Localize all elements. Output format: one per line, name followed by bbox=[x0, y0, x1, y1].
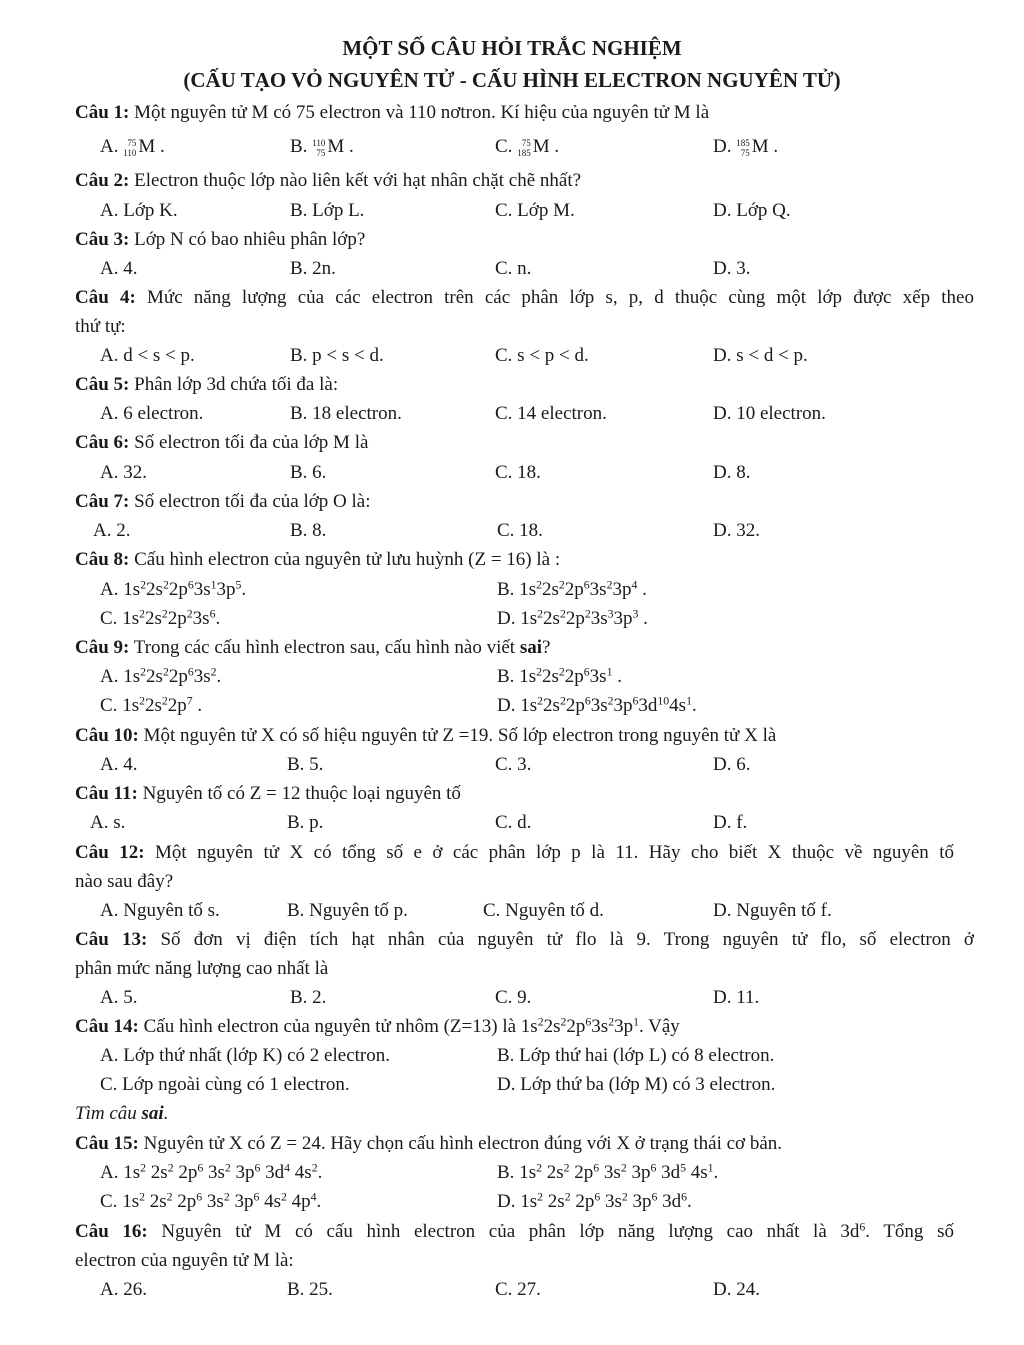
q8-option-a: A. $1s^22s^22p^63s^13p^5$. bbox=[100, 578, 247, 600]
q12-option-a: A. Nguyên tố s. bbox=[100, 900, 220, 921]
q7-option-d: D. 32. bbox=[713, 520, 760, 541]
q6-option-b: B. 6. bbox=[290, 462, 327, 483]
q3-option-a: A. 4. bbox=[100, 258, 138, 279]
question-1 bbox=[75, 102, 974, 125]
q10-option-c: C. 3. bbox=[495, 754, 532, 775]
question-11: Câu 11: Nguyên tố có Z = 12 thuộc loại nguyên tố bbox=[75, 783, 461, 804]
question-12: Câu 12: Một nguyên tử X có tổng số e ở các phân lớp p là 11. Hãy cho biết X thuộc về nguyên tố bbox=[75, 842, 954, 863]
q1-option-a: A. 75 110 M . bbox=[100, 136, 165, 158]
q14-option-c: C. Lớp ngoài cùng có 1 electron. bbox=[100, 1074, 350, 1095]
q9-option-a: A. $1s^22s^22p^63s^2$. bbox=[100, 665, 222, 687]
q10-option-b: B. 5. bbox=[287, 754, 324, 775]
question-4-cont: thứ tự: bbox=[75, 316, 126, 337]
question-16-cont: electron của nguyên tử M là: bbox=[75, 1250, 294, 1271]
q11-option-c: C. d. bbox=[495, 812, 532, 833]
question-4: Câu 4: Mức năng lượng của các electron trên các phân lớp s, p, d thuộc cùng một lớp được xếp theo bbox=[75, 287, 974, 308]
title-line-2: (CẤU TẠO VỎ NGUYÊN TỬ - CẤU HÌNH ELECTRON NGUYÊN TỬ) bbox=[183, 68, 841, 92]
question-10: Câu 10: Một nguyên tử X có số hiệu nguyên tử Z =19. Số lớp electron trong nguyên tử X là bbox=[75, 725, 777, 746]
q16-option-c: C. 27. bbox=[495, 1279, 541, 1300]
q6-option-a: A. 32. bbox=[100, 462, 147, 483]
question-text: Một nguyên tử M có 75 electron và 110 nơtron. Kí hiệu của nguyên tử M là bbox=[129, 102, 710, 123]
q8-option-b: B. $1s^22s^22p^63s^23p^4$ . bbox=[497, 578, 647, 600]
question-8: Câu 8: Cấu hình electron của nguyên tử lưu huỳnh (Z = 16) là : bbox=[75, 549, 561, 570]
q3-option-b: B. 2n. bbox=[290, 258, 336, 279]
q9-option-d: D. $1s^22s^22p^63s^23p^63d^{10}4s^1$. bbox=[497, 694, 697, 716]
q8-option-d: D. $1s^22s^22p^23s^33p^3$ . bbox=[497, 607, 648, 629]
question-14-instruction: Tìm câu sai. bbox=[75, 1103, 169, 1124]
q4-option-a: A. d < s < p. bbox=[100, 345, 195, 366]
q4-option-d: D. s < d < p. bbox=[713, 345, 808, 366]
q7-option-b: B. 8. bbox=[290, 520, 327, 541]
q15-option-b: B. $1s^2$ $2s^2$ $2p^6$ $3s^2$ $3p^6$ $3d^5$ $4s^1$. bbox=[497, 1161, 719, 1183]
q15-option-c: C. $1s^2$ $2s^2$ $2p^6$ $3s^2$ $3p^6$ $4s^2$ $4p^4$. bbox=[100, 1190, 322, 1212]
q5-option-a: A. 6 electron. bbox=[100, 403, 204, 424]
q2-option-c: C. Lớp M. bbox=[495, 200, 575, 221]
question-number: Câu 1: bbox=[75, 102, 130, 123]
q2-option-d: D. Lớp Q. bbox=[713, 200, 791, 221]
q3-option-c: C. n. bbox=[495, 258, 532, 279]
q6-option-d: D. 8. bbox=[713, 462, 751, 483]
q5-option-c: C. 14 electron. bbox=[495, 403, 607, 424]
q7-option-c: C. 18. bbox=[497, 520, 543, 541]
q16-option-d: D. 24. bbox=[713, 1279, 760, 1300]
q13-option-b: B. 2. bbox=[290, 987, 327, 1008]
q5-option-d: D. 10 electron. bbox=[713, 403, 826, 424]
q8-option-c: C. $1s^22s^22p^23s^6$. bbox=[100, 607, 221, 629]
q16-option-b: B. 25. bbox=[287, 1279, 333, 1300]
q13-option-c: C. 9. bbox=[495, 987, 532, 1008]
question-13: Câu 13: Số đơn vị điện tích hạt nhân của nguyên tử flo là 9. Trong nguyên tử flo, số electron ở bbox=[75, 929, 974, 950]
q1-option-c: C. 75 185 M . bbox=[495, 136, 560, 158]
q9-option-c: C. $1s^22s^22p^7$ . bbox=[100, 694, 203, 716]
question-3: Câu 3: Lớp N có bao nhiêu phân lớp? bbox=[75, 229, 366, 250]
q6-option-c: C. 18. bbox=[495, 462, 541, 483]
q5-option-b: B. 18 electron. bbox=[290, 403, 402, 424]
q11-option-a: A. s. bbox=[90, 812, 126, 833]
title-line-1: MỘT SỐ CÂU HỎI TRẮC NGHIỆM bbox=[342, 36, 682, 60]
question-7: Câu 7: Số electron tối đa của lớp O là: bbox=[75, 491, 371, 512]
q2-option-a: A. Lớp K. bbox=[100, 200, 178, 221]
q1-option-d: D. 185 75 M . bbox=[713, 136, 779, 158]
question-6: Câu 6: Số electron tối đa của lớp M là bbox=[75, 432, 369, 453]
q12-option-d: D. Nguyên tố f. bbox=[713, 900, 832, 921]
q12-option-c: C. Nguyên tố d. bbox=[483, 900, 604, 921]
q13-option-a: A. 5. bbox=[100, 987, 138, 1008]
q9-option-b: B. $1s^22s^22p^63s^1$ . bbox=[497, 665, 622, 687]
q1-option-b: B. 110 75 M . bbox=[290, 136, 354, 158]
q15-option-a: A. $1s^2$ $2s^2$ $2p^6$ $3s^2$ $3p^6$ $3d^4$ $4s^2$. bbox=[100, 1161, 323, 1183]
q10-option-a: A. 4. bbox=[100, 754, 138, 775]
q10-option-d: D. 6. bbox=[713, 754, 751, 775]
q4-option-b: B. p < s < d. bbox=[290, 345, 384, 366]
q3-option-d: D. 3. bbox=[713, 258, 751, 279]
question-12-cont: nào sau đây? bbox=[75, 871, 174, 892]
q7-option-a: A. 2. bbox=[93, 520, 131, 541]
q14-option-b: B. Lớp thứ hai (lớp L) có 8 electron. bbox=[497, 1045, 775, 1066]
question-15: Câu 15: Nguyên tử X có Z = 24. Hãy chọn cấu hình electron đúng với X ở trạng thái cơ bản. bbox=[75, 1133, 783, 1154]
question-16: Câu 16: Nguyên tử M có cấu hình electron của phân lớp năng lượng cao nhất là $3d^6$. Tổng số bbox=[75, 1220, 954, 1242]
q11-option-d: D. f. bbox=[713, 812, 748, 833]
q15-option-d: D. $1s^2$ $2s^2$ $2p^6$ $3s^2$ $3p^6$ $3d^6$. bbox=[497, 1190, 692, 1212]
q14-option-d: D. Lớp thứ ba (lớp M) có 3 electron. bbox=[497, 1074, 776, 1095]
q16-option-a: A. 26. bbox=[100, 1279, 147, 1300]
q11-option-b: B. p. bbox=[287, 812, 324, 833]
question-9: Câu 9: Trong các cấu hình electron sau, cấu hình nào viết sai? bbox=[75, 637, 551, 658]
q14-option-a: A. Lớp thứ nhất (lớp K) có 2 electron. bbox=[100, 1045, 390, 1066]
question-13-cont: phân mức năng lượng cao nhất là bbox=[75, 958, 329, 979]
question-2: Câu 2: Electron thuộc lớp nào liên kết với hạt nhân chặt chẽ nhất? bbox=[75, 170, 582, 191]
question-14: Câu 14: Cấu hình electron của nguyên tử nhôm (Z=13) là $1s^22s^22p^63s^23p^1$. Vậy bbox=[75, 1015, 680, 1037]
q2-option-b: B. Lớp L. bbox=[290, 200, 365, 221]
q12-option-b: B. Nguyên tố p. bbox=[287, 900, 408, 921]
question-5: Câu 5: Phân lớp 3d chứa tối đa là: bbox=[75, 374, 339, 395]
q4-option-c: C. s < p < d. bbox=[495, 345, 589, 366]
q13-option-d: D. 11. bbox=[713, 987, 760, 1008]
